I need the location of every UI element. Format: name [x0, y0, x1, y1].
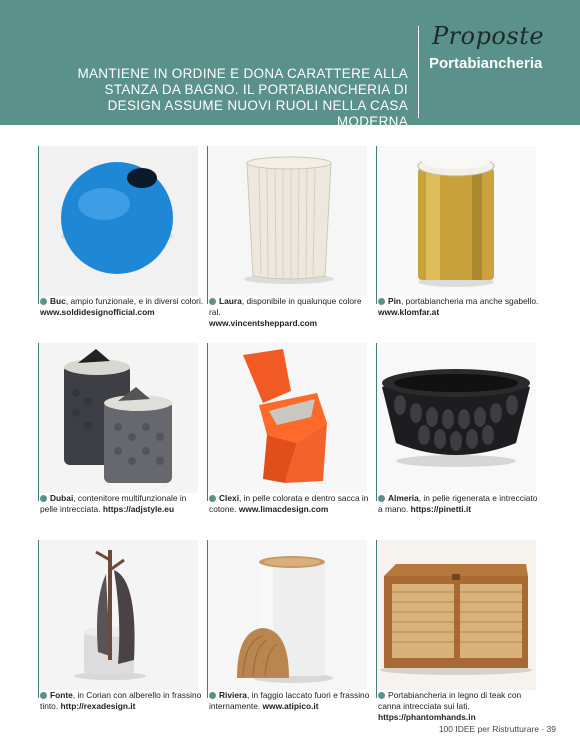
product-caption-clexi [209, 493, 373, 515]
product-url[interactable]: https://adjstyle.eu [102, 504, 175, 514]
bullet-dot [209, 298, 216, 305]
product-description: , in faggio laccato fuori e frassino internamente. [209, 690, 370, 711]
product-caption-dubai [40, 493, 204, 515]
product-caption-laura [209, 296, 373, 329]
intro-lead: MANTIENE IN ORDINE E DONA CARATTERE ALLA STANZA DA BAGNO. IL PORTABIANCHERIA DI DESIGN ASSUME NUOVI RUOLI NELLA CASA MODERNA [77, 66, 408, 129]
product-name: Laura [219, 296, 242, 306]
product-name: Dubai [50, 493, 74, 503]
product-image-pin [376, 146, 536, 296]
bullet-dot [378, 495, 385, 502]
bullet-dot [209, 495, 216, 502]
product-description: , in pelle colorata e dentro sacca in cotone. [209, 493, 369, 514]
header-banner [0, 0, 580, 129]
product-url[interactable]: www.vincentsheppard.com [209, 318, 318, 328]
buc-basket-illustration [38, 146, 198, 296]
product-description: Portabiancheria in legno di teak con canna intrecciata sui lati. [378, 690, 522, 711]
teak-chest-illustration [376, 540, 536, 690]
clexi-hamper-illustration [207, 343, 367, 493]
product-description: , ampio funzionale, e in diversi colori. [65, 296, 204, 306]
product-name: Clexi [219, 493, 240, 503]
product-caption-riviera [209, 690, 373, 712]
bullet-dot [378, 298, 385, 305]
product-description: , contenitore multifunzionale in pelle intrecciata. [40, 493, 187, 514]
card-rule [207, 540, 208, 698]
laura-hamper-illustration [207, 146, 367, 296]
product-caption-pin [378, 296, 542, 318]
dubai-baskets-illustration [38, 343, 198, 493]
bullet-dot [40, 298, 47, 305]
product-name: Pin [388, 296, 402, 306]
bullet-dot [209, 692, 216, 699]
card-rule [376, 343, 377, 501]
product-caption-almeria [378, 493, 542, 515]
bullet-dot [40, 495, 47, 502]
product-name: Riviera [219, 690, 247, 700]
riviera-hamper-illustration [207, 540, 367, 690]
fonte-hamper-illustration [38, 540, 198, 690]
product-description: , in Corian con alberello in frassino tinto. [40, 690, 202, 711]
almeria-basket-illustration [376, 343, 536, 493]
section-title: Portabiancheria [429, 55, 543, 72]
card-rule [376, 540, 377, 698]
bullet-dot [378, 692, 385, 699]
product-description: , portabiancheria ma anche sgabello. [401, 296, 539, 306]
card-rule [207, 146, 208, 304]
pin-stool-illustration [376, 146, 536, 296]
header-divider [418, 26, 419, 118]
product-image-fonte [38, 540, 198, 690]
product-image-teak [376, 540, 536, 690]
header-kicker: Proposte [432, 22, 545, 50]
product-image-dubai [38, 343, 198, 493]
product-image-almeria [376, 343, 536, 493]
product-url[interactable]: www.atipico.it [262, 701, 319, 711]
product-url[interactable]: https://pinetti.it [410, 504, 472, 514]
card-rule [376, 146, 377, 304]
product-description: , in pelle rigenerata e intrecciato a mano. [378, 493, 538, 514]
product-url[interactable]: www.limacdesign.com [238, 504, 329, 514]
product-image-riviera [207, 540, 367, 690]
product-url[interactable]: www.soldidesignofficial.com [40, 307, 155, 317]
product-caption-teak [378, 690, 542, 723]
product-url[interactable]: https://phantomhands.in [378, 712, 476, 722]
card-rule [207, 343, 208, 501]
product-url[interactable]: http://rexadesign.it [60, 701, 136, 711]
product-image-buc [38, 146, 198, 296]
product-name: Fonte [50, 690, 73, 700]
product-image-laura [207, 146, 367, 296]
product-caption-buc [40, 296, 204, 318]
product-caption-fonte [40, 690, 204, 712]
product-description: , disponibile in qualunque colore ral. [209, 296, 362, 317]
product-name: Almeria [388, 493, 419, 503]
page-footer: 100 IDEE per Ristrutturare · 39 [438, 724, 556, 734]
product-url[interactable]: www.klomfar.at [378, 307, 440, 317]
product-name: Buc [50, 296, 66, 306]
card-rule [38, 343, 39, 501]
bullet-dot [40, 692, 47, 699]
card-rule [38, 146, 39, 304]
card-rule [38, 540, 39, 698]
product-image-clexi [207, 343, 367, 493]
